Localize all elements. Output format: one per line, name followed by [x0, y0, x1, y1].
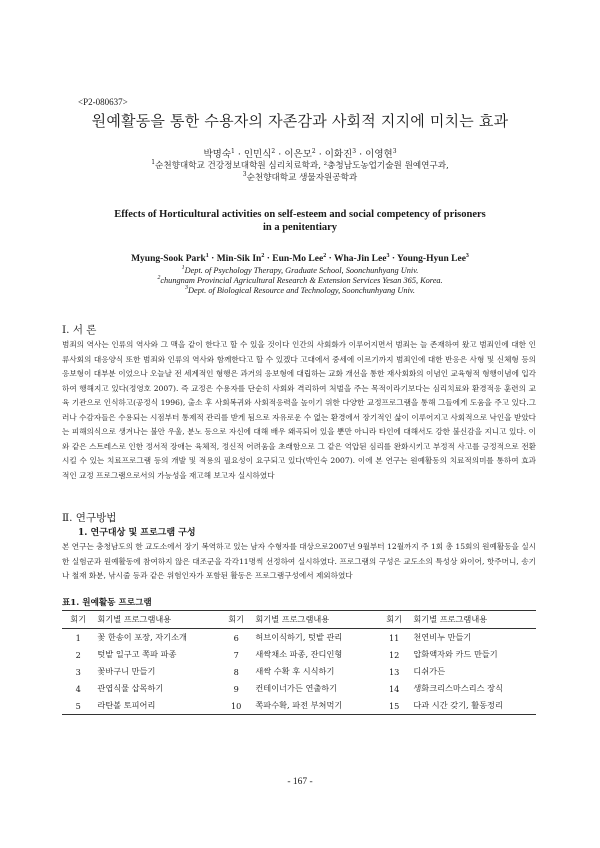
- subsection-heading-subjects: 1. 연구대상 및 프로그램 구성: [78, 528, 196, 538]
- affiliation-korean-2: $^3$순천향대학교 생물자원공학과: [242, 171, 358, 183]
- title-english-line-1: Effects of Horticultural activities on self-esteem and social competency of prisoners: [114, 209, 486, 220]
- table-header-cell: 회기: [378, 611, 410, 629]
- author-en-1: Myung-Sook Park$^1$: [131, 252, 209, 264]
- title-korean: 원예활동을 통한 수용자의 자존감과 사회적 지지에 미치는 효과: [91, 112, 509, 130]
- title-english: [60, 208, 540, 234]
- table-cell: 컨테이너가든 연출하기: [255, 683, 338, 693]
- section-heading-introduction: Ⅰ. 서 론: [62, 324, 97, 336]
- author-ko-4: 이화진$^3$: [324, 147, 357, 160]
- table-row: [62, 629, 536, 647]
- table-cell: 라탄볼 토피어리: [94, 697, 220, 715]
- table-cell: 5: [62, 697, 94, 715]
- table-cell: 생화크리스마스리스 장식: [413, 683, 503, 693]
- table-row: [62, 646, 536, 663]
- table-cell: 12: [388, 649, 400, 660]
- table-cell: 8: [233, 666, 239, 677]
- author-ko-1: 박명숙$^1$: [203, 147, 235, 160]
- title-english-line-2: in a penitentiary: [262, 222, 338, 233]
- table-cell: 관엽식물 삽목하기: [97, 683, 164, 693]
- table-cell: 10: [220, 697, 252, 715]
- affiliation-korean-1: $^1$순천향대학교 건강정보대학원 심리치료학과, ²충청남도농업기술원 원예연구과,: [151, 159, 449, 171]
- table-cell: 허브이식하기, 텃밭 관리: [255, 632, 343, 642]
- table-cell: 1: [75, 632, 81, 643]
- table-cell: 7: [233, 649, 239, 660]
- author-en-4: Wha-Jin Lee$^3$: [333, 252, 390, 264]
- affiliation-english-3: $^3$Dept. of Biological Resource and Technology, Soonchunhyang Univ.: [185, 285, 415, 295]
- table-cell: 14: [388, 683, 400, 694]
- page-number: - 167 -: [287, 777, 313, 787]
- table-header-cell: 회기: [62, 611, 94, 629]
- section-heading-methods: Ⅱ. 연구방법: [62, 512, 117, 524]
- table-cell: 텃밭 일구고 쪽파 파종: [97, 649, 177, 659]
- table-cell: 15: [378, 697, 410, 715]
- affiliation-english-1: $^1$Dept. of Psychology Therapy, Graduate School, Soonchunhyang Univ.: [181, 265, 419, 275]
- table-header-cell: 회기별 프로그램내용: [252, 611, 378, 629]
- table-header-cell: 회기: [220, 611, 252, 629]
- affiliation-english-2: $^2$chungnam Provincial Agricultural Research & Extension Services Yesan 365, Korea.: [157, 275, 443, 285]
- methods-paragraph: 본 연구는 충청남도의 한 교도소에서 장기 복역하고 있는 남자 수형자를 대상으로2007년 9월부터 12월까지 주 1회 총 15회의 원예활동을 실시한 실험군과 원예활동에 참여하지 않은 대조군을 각각11명씩 선정하여 실시하였다. 프로그램의 구성은 교도소의 특성상 와이어, 핫주머니, 송기나 철재 화분, 낚시줄 등과 같은 위험인자가 포함된 활동은 프로그램구성에서 제외하였다: [62, 542, 536, 580]
- author-en-3: Eun-Mo Lee$^2$: [272, 252, 327, 264]
- abstract-code: <P2-080637>: [78, 97, 128, 107]
- table-cell: 압화액자와 카드 만들기: [413, 649, 498, 659]
- author-ko-2: 인민식$^2$: [243, 147, 276, 160]
- table-header-row: [62, 611, 536, 629]
- author-en-5: Young-Hyun Lee$^3$: [397, 252, 469, 264]
- authors-english: Myung-Sook Park$^1$ · Min-Sik $In^2 \cdot Eun-Mo$ Lee$^2$ · Wha-Jin Lee$^3$ · Young-Hyun Lee$^3$: [131, 252, 469, 264]
- table-cell: 3: [75, 666, 81, 677]
- table-row: [62, 680, 536, 697]
- table-cell: 2: [75, 649, 81, 660]
- table-header-cell: 회기별 프로그램내용: [410, 611, 536, 629]
- table-cell: 11: [388, 632, 400, 643]
- table-cell: 6: [233, 632, 239, 643]
- table-cell: 쪽파수확, 파전 부쳐먹기: [252, 697, 378, 715]
- table-cell: 9: [233, 683, 239, 694]
- table-cell: 디쉬가든: [413, 666, 446, 676]
- authors-korean: 박명숙$^1$ · 인민식$^2$ · 이은모$^2$ · 이화진$^3$ · 이영현$^3$: [203, 147, 397, 160]
- introduction-paragraph: 범죄의 역사는 인류의 역사와 그 맥을 같이 한다고 할 수 있을 것이다 인간의 사회화가 이루어지면서 범죄는 늘 존재하여 왔고 범죄인에 대한 인류사회의 대응양식 또한 범죄와 인류의 역사와 함께한다고 할 수 있겠다 고대에서 중세에 이르기까지 범죄인에 대한 반응은 사형 및 신체형 등의 응보형이 대부분 이었으나 오늘날 전 세계적인 형행은 과거의 응보형에 대립하는 교화 개선을 통한 재사회화의 이념인 교육형적 형행이념에 입각하여 행해지고 있다(정영호 2007). 즉 교정은 수용자를 단순히 사회와 격리하여 처벌을 주는 목적이라기보다는 심리치료와 환경적응 훈련의 교육 기관으로 인식하고(공정식 1996), 출소 후 사회복귀와 사회적응력을 높이기 위한 다양한 교정프로그램을 통해 그들에게 도움을 주고 있다.그러나 수감자들은 수용되는 시점부터 통제적 관리를 받게 됨으로 자유로운 수 없는 환경에서 장기적인 삶이 이루어지고 사회적으로 낙인을 받았다는 피해의식으로 생겨나는 불안 우울, 분노 등으로 자신에 대해 배우 왜곡되어 있을 뿐만 아니라 타인에 대해서도 강한 불신감을 지니고 있다. 이와 같은 스트레스로 인한 정서적 장애는 육체적, 정신적 어려움을 초래함으로 그 같은 억압된 심리를 완화시키고 부정적 사고를 긍정적으로 전환시킬 수 있는 치료프로그램 등의 개발 및 적용의 필요성이 요구되고 있다(박인숙 2007). 이에 본 연구는 원예활동의 치료적의미를 통하여 효과적인 교정 프로그램으로서의 가능성을 재고해 보고자 실시하였다: [62, 340, 536, 480]
- table-row: [62, 663, 536, 680]
- table-cell: 꽃바구니 만들기: [97, 666, 156, 676]
- table-cell: 꽃 한송이 포장, 자기소개: [97, 632, 187, 642]
- author-ko-5: 이영현$^3$: [365, 147, 397, 160]
- table-cell: 다과 시간 갖기, 활동정리: [410, 697, 536, 715]
- author-ko-3: 이은모$^2$: [284, 147, 316, 160]
- table-cell: 새싹채소 파종, 잔디인형: [255, 649, 343, 659]
- table-cell: 천연비누 만들기: [413, 632, 472, 642]
- table-cell: 4: [75, 683, 81, 694]
- table-header-cell: 회기별 프로그램내용: [94, 611, 220, 629]
- program-table: [62, 610, 536, 715]
- table-cell: 새싹 수확 후 시식하기: [255, 666, 335, 676]
- table-row: [62, 697, 536, 715]
- table-cell: 13: [388, 666, 400, 677]
- table-title: 표1. 원예활동 프로그램: [62, 598, 152, 608]
- author-en-2: Min-Sik In$^2$: [216, 252, 265, 264]
